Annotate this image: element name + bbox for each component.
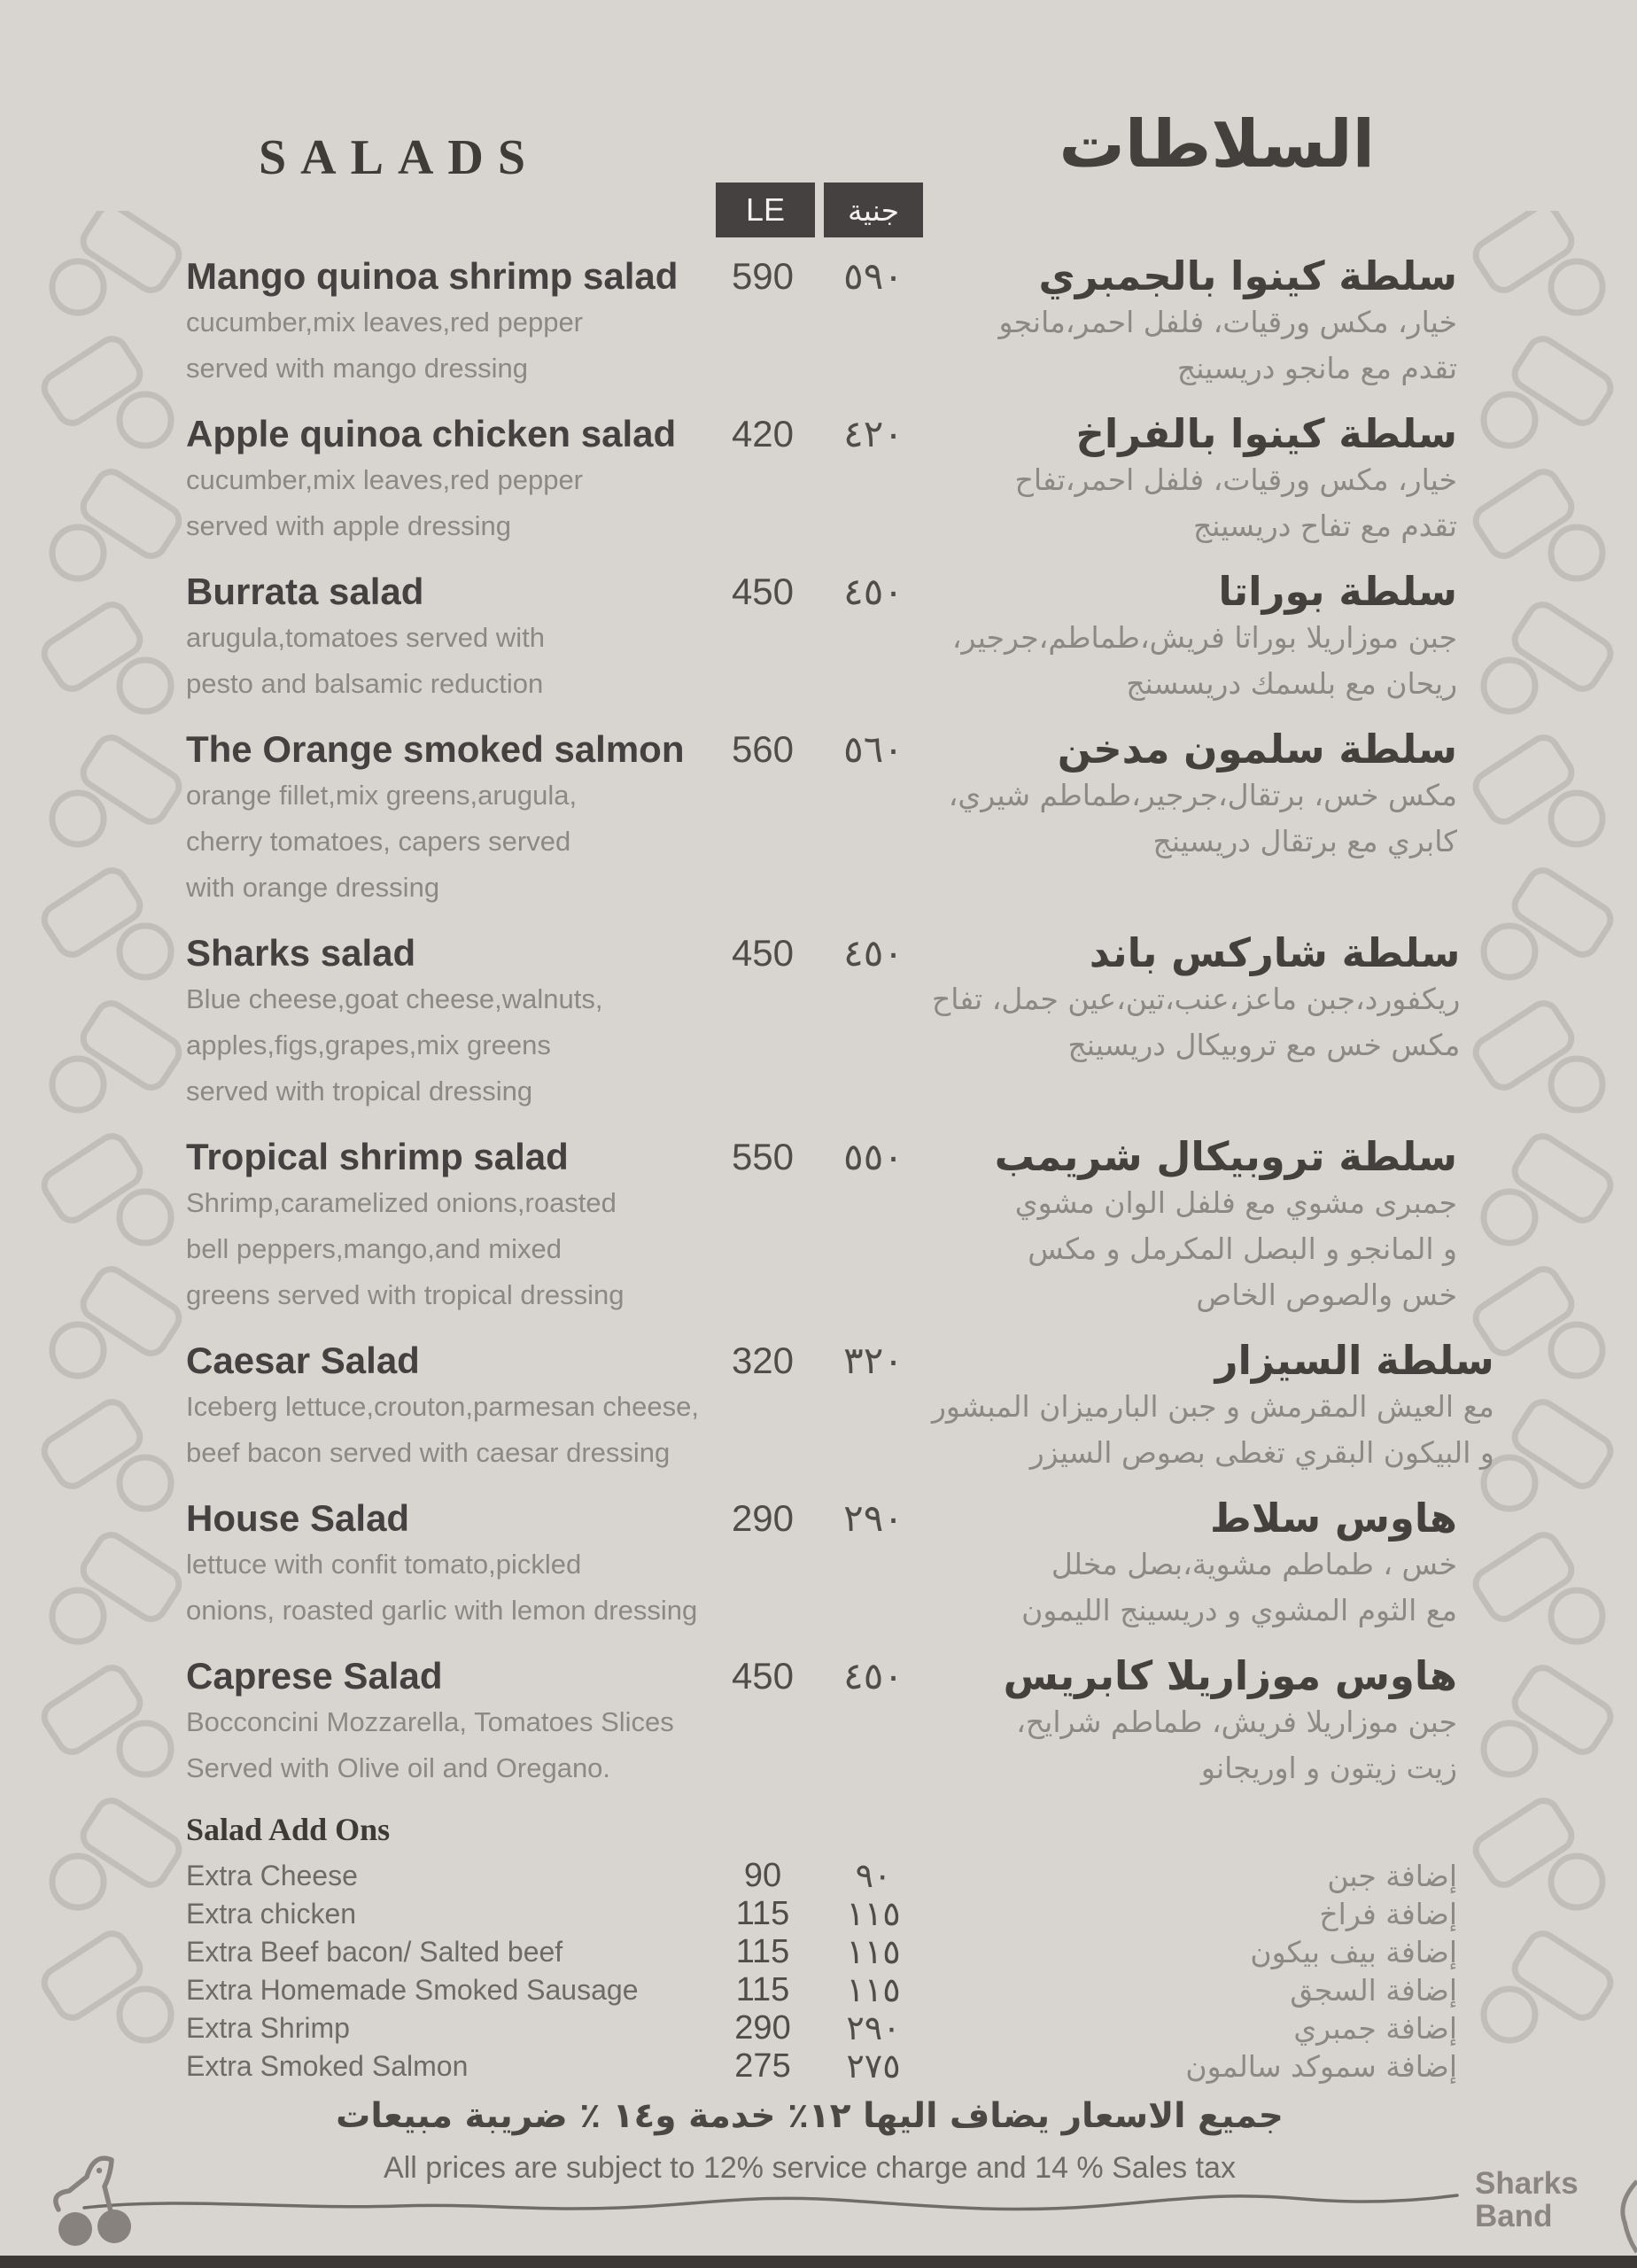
menu-item [0,1338,1637,1476]
item-desc-en [186,1542,710,1634]
item-name-en: Tropical shrimp salad [186,1136,569,1177]
desc-line: خس ، طماطم مشوية،بصل مخلل [1051,1547,1457,1581]
desc-line: و البيكون البقري تغطى بصوص السيزر [1029,1435,1494,1470]
desc-line: served with mango dressing [186,353,528,384]
menu-item [0,930,1637,1115]
menu-item [0,1653,1637,1791]
item-name-en: Sharks salad [186,932,416,974]
item-desc-ar [932,615,1457,707]
item-desc-en [186,457,710,549]
currency-arabic-box: جنية [824,183,923,237]
addon-price-le: 115 [735,1895,790,1932]
addon-name-ar: إضافة السجق [1290,1973,1457,2008]
item-price-le: 420 [731,413,795,454]
desc-line: arugula,tomatoes served with [186,622,545,653]
desc-line: cucumber,mix leaves,red pepper [186,464,584,495]
desc-line: Iceberg lettuce,crouton,parmesan cheese, [186,1391,700,1422]
desc-line: Shrimp,caramelized onions,roasted [186,1187,617,1218]
item-name-ar: هاوس سلاط [1210,1495,1457,1542]
item-price-arabic: ٢٩٠ [843,1496,904,1540]
item-name-en: Apple quinoa chicken salad [186,413,677,454]
page-bottom-edge [0,2256,1637,2268]
item-name-ar: سلطة كينوا بالجمبري [1038,252,1457,299]
addon-name-ar: إضافة فراخ [1319,1897,1457,1931]
item-name-en: Caesar Salad [186,1340,420,1381]
desc-line: pesto and balsamic reduction [186,668,544,699]
addon-price-le: 115 [735,1971,790,2008]
page-title-arabic: السلاطات [1059,106,1375,183]
item-price-arabic: ٥٦٠ [843,727,904,771]
item-desc-en [186,1180,710,1318]
item-price-le: 560 [731,728,795,770]
item-name-ar: سلطة كينوا بالفراخ [1075,410,1457,457]
menu-item [0,569,1637,707]
item-desc-ar [932,299,1457,392]
menu-item [0,726,1637,911]
item-desc-en [186,299,710,392]
item-name-en: Mango quinoa shrimp salad [186,255,679,297]
item-desc-ar [932,1384,1494,1476]
item-name-ar: هاوس موزاريلا كابريس [1003,1652,1457,1699]
desc-line: ريحان مع بلسمك دريسسنج [1126,666,1457,701]
addon-name-en: Extra Homemade Smoked Sausage [186,1974,639,2006]
addon-name-en: Extra Shrimp [186,2012,350,2044]
item-desc-ar [932,1180,1457,1318]
item-price-le: 550 [731,1136,795,1177]
addon-name-ar: إضافة سموكد سالمون [1185,2049,1457,2084]
desc-line: beef bacon served with caesar dressing [186,1437,671,1468]
menu-item [0,1495,1637,1634]
item-desc-ar [932,773,1457,911]
item-desc-en [186,1699,710,1791]
desc-line: مكس خس مع تروبيكال دريسينج [1067,1028,1461,1062]
addon-name-en: Extra Beef bacon/ Salted beef [186,1936,563,1968]
item-price-le: 450 [731,1655,795,1697]
addon-name-ar: إضافة بيف بيكون [1250,1935,1457,1969]
addons-heading: Salad Add Ons [186,1812,391,1847]
desc-line: Blue cheese,goat cheese,walnuts, [186,983,603,1014]
addon-name-en: Extra Smoked Salmon [186,2050,469,2082]
item-desc-ar [932,976,1460,1115]
desc-line: خيار، مكس ورقيات، فلفل احمر،مانجو [998,305,1457,339]
item-desc-ar [932,457,1457,549]
item-name-en: The Orange smoked salmon [186,728,685,770]
item-name-en: Burrata salad [186,571,424,612]
addon-price-arabic: ١١٥ [846,1970,901,2009]
desc-line: cherry tomatoes, capers served [186,826,571,857]
edge-partial-mark [1618,2176,1637,2257]
desc-line: جبن موزاريلا فريش، طماطم شرايح، [1016,1705,1457,1739]
desc-line: greens served with tropical dressing [186,1279,625,1310]
item-name-ar: سلطة السيزار [1214,1337,1494,1384]
menu-item [0,1134,1637,1318]
brand-line2: Band [1475,2199,1553,2233]
menu-items [0,253,1637,2085]
desc-line: ريكفورد،جبن ماعز،عنب،تين،عين جمل، تفاح [932,982,1461,1016]
desc-line: زيت زيتون و اوريجانو [1200,1751,1457,1785]
item-price-le: 450 [731,571,795,612]
item-desc-ar [932,1542,1457,1634]
item-desc-en [186,976,710,1115]
sharks-band-logo-icon [46,2155,145,2257]
desc-line: orange fillet,mix greens,arugula, [186,780,578,811]
item-name-ar: سلطة شاركس باند [1089,929,1461,976]
item-price-arabic: ٤٢٠ [843,412,904,455]
menu-item [0,411,1637,549]
desc-line: جمبرى مشوي مع فلفل الوان مشوي [1014,1185,1457,1220]
addon-price-arabic: ٢٧٥ [846,2047,901,2085]
tax-note-arabic: جميع الاسعار يضاف اليها ١٢٪ خدمة و١٤ ٪ ضريبة مبيعات [336,2096,1284,2136]
item-price-arabic: ٤٥٠ [843,1654,904,1697]
tax-note-english: All prices are subject to 12% service charge and 14 % Sales tax [384,2151,1236,2185]
item-price-le: 590 [731,255,795,297]
desc-line: apples,figs,grapes,mix greens [186,1029,551,1060]
item-price-arabic: ٥٩٠ [843,254,904,298]
item-price-arabic: ٥٥٠ [843,1135,904,1178]
desc-line: onions, roasted garlic with lemon dressing [186,1595,698,1626]
currency-header [716,183,923,237]
desc-line: و المانجو و البصل المكرمل و مكس [1028,1231,1457,1266]
addon-row [0,1857,1637,1895]
item-desc-en [186,615,710,707]
item-price-arabic: ٣٢٠ [843,1339,904,1382]
addon-price-arabic: ٩٠ [855,1856,892,1895]
addon-price-le: 90 [743,1857,782,1894]
desc-line: served with tropical dressing [186,1076,533,1107]
desc-line: مكس خس، برتقال،جرجير،طماطم شيري، [948,778,1457,812]
brand-wordmark [1475,2167,1579,2233]
addon-name-ar: إضافة جمبري [1293,2011,1457,2046]
item-price-le: 290 [731,1497,795,1539]
desc-line: خس والصوص الخاص [1196,1278,1457,1312]
desc-line: served with apple dressing [186,510,512,541]
item-desc-en [186,773,710,911]
desc-line: Served with Olive oil and Oregano. [186,1752,611,1783]
desc-line: with orange dressing [186,872,440,903]
menu-item [0,253,1637,392]
addon-name-en: Extra Cheese [186,1860,358,1891]
item-price-le: 450 [731,932,795,974]
desc-line: مع العيش المقرمش و جبن البارميزان المبشور [932,1389,1494,1424]
desc-line: lettuce with confit tomato,pickled [186,1549,582,1580]
addon-price-arabic: ١١٥ [846,1932,901,1971]
addon-price-le: 290 [734,2009,791,2047]
addon-row [0,1933,1637,1971]
addon-price-arabic: ٢٩٠ [846,2008,901,2047]
addon-price-arabic: ١١٥ [846,1894,901,1933]
desc-line: كابري مع برتقال دريسينج [1152,824,1457,858]
desc-line: cucumber,mix leaves,red pepper [186,307,584,338]
item-name-ar: سلطة تروبيكال شريمب [994,1133,1457,1180]
item-price-arabic: ٤٥٠ [843,931,904,975]
addon-row [0,2009,1637,2047]
brand-line1: Sharks [1475,2166,1579,2201]
addon-price-le: 115 [735,1933,790,1970]
currency-le-box: LE [716,183,815,237]
addon-row [0,2047,1637,2085]
item-desc-ar [932,1699,1457,1791]
desc-line: تقدم مع تفاح دريسينج [1192,509,1457,543]
item-name-en: House Salad [186,1497,410,1539]
item-name-en: Caprese Salad [186,1655,443,1697]
addon-name-ar: إضافة جبن [1327,1859,1457,1893]
item-price-arabic: ٤٥٠ [843,570,904,613]
wavy-divider-line [0,2171,1637,2233]
addon-name-en: Extra chicken [186,1898,357,1930]
item-name-ar: سلطة بوراتا [1218,568,1457,615]
addon-row [0,1971,1637,2009]
desc-line: bell peppers,mango,and mixed [186,1233,562,1264]
desc-line: خيار، مكس ورقيات، فلفل احمر،تفاح [1014,462,1457,497]
page-title-english: SALADS [259,130,539,185]
desc-line: Bocconcini Mozzarella, Tomatoes Slices [186,1706,674,1737]
addon-row [0,1895,1637,1933]
item-price-le: 320 [731,1340,795,1381]
item-name-ar: سلطة سلمون مدخن [1057,726,1457,773]
desc-line: تقدم مع مانجو دريسينج [1176,351,1457,385]
addon-price-le: 275 [734,2047,791,2085]
desc-line: مع الثوم المشوي و دريسينج الليمون [1021,1593,1457,1627]
desc-line: جبن موزاريلا بوراتا فريش،طماطم،جرجير، [951,620,1457,655]
item-desc-en [186,1384,710,1476]
